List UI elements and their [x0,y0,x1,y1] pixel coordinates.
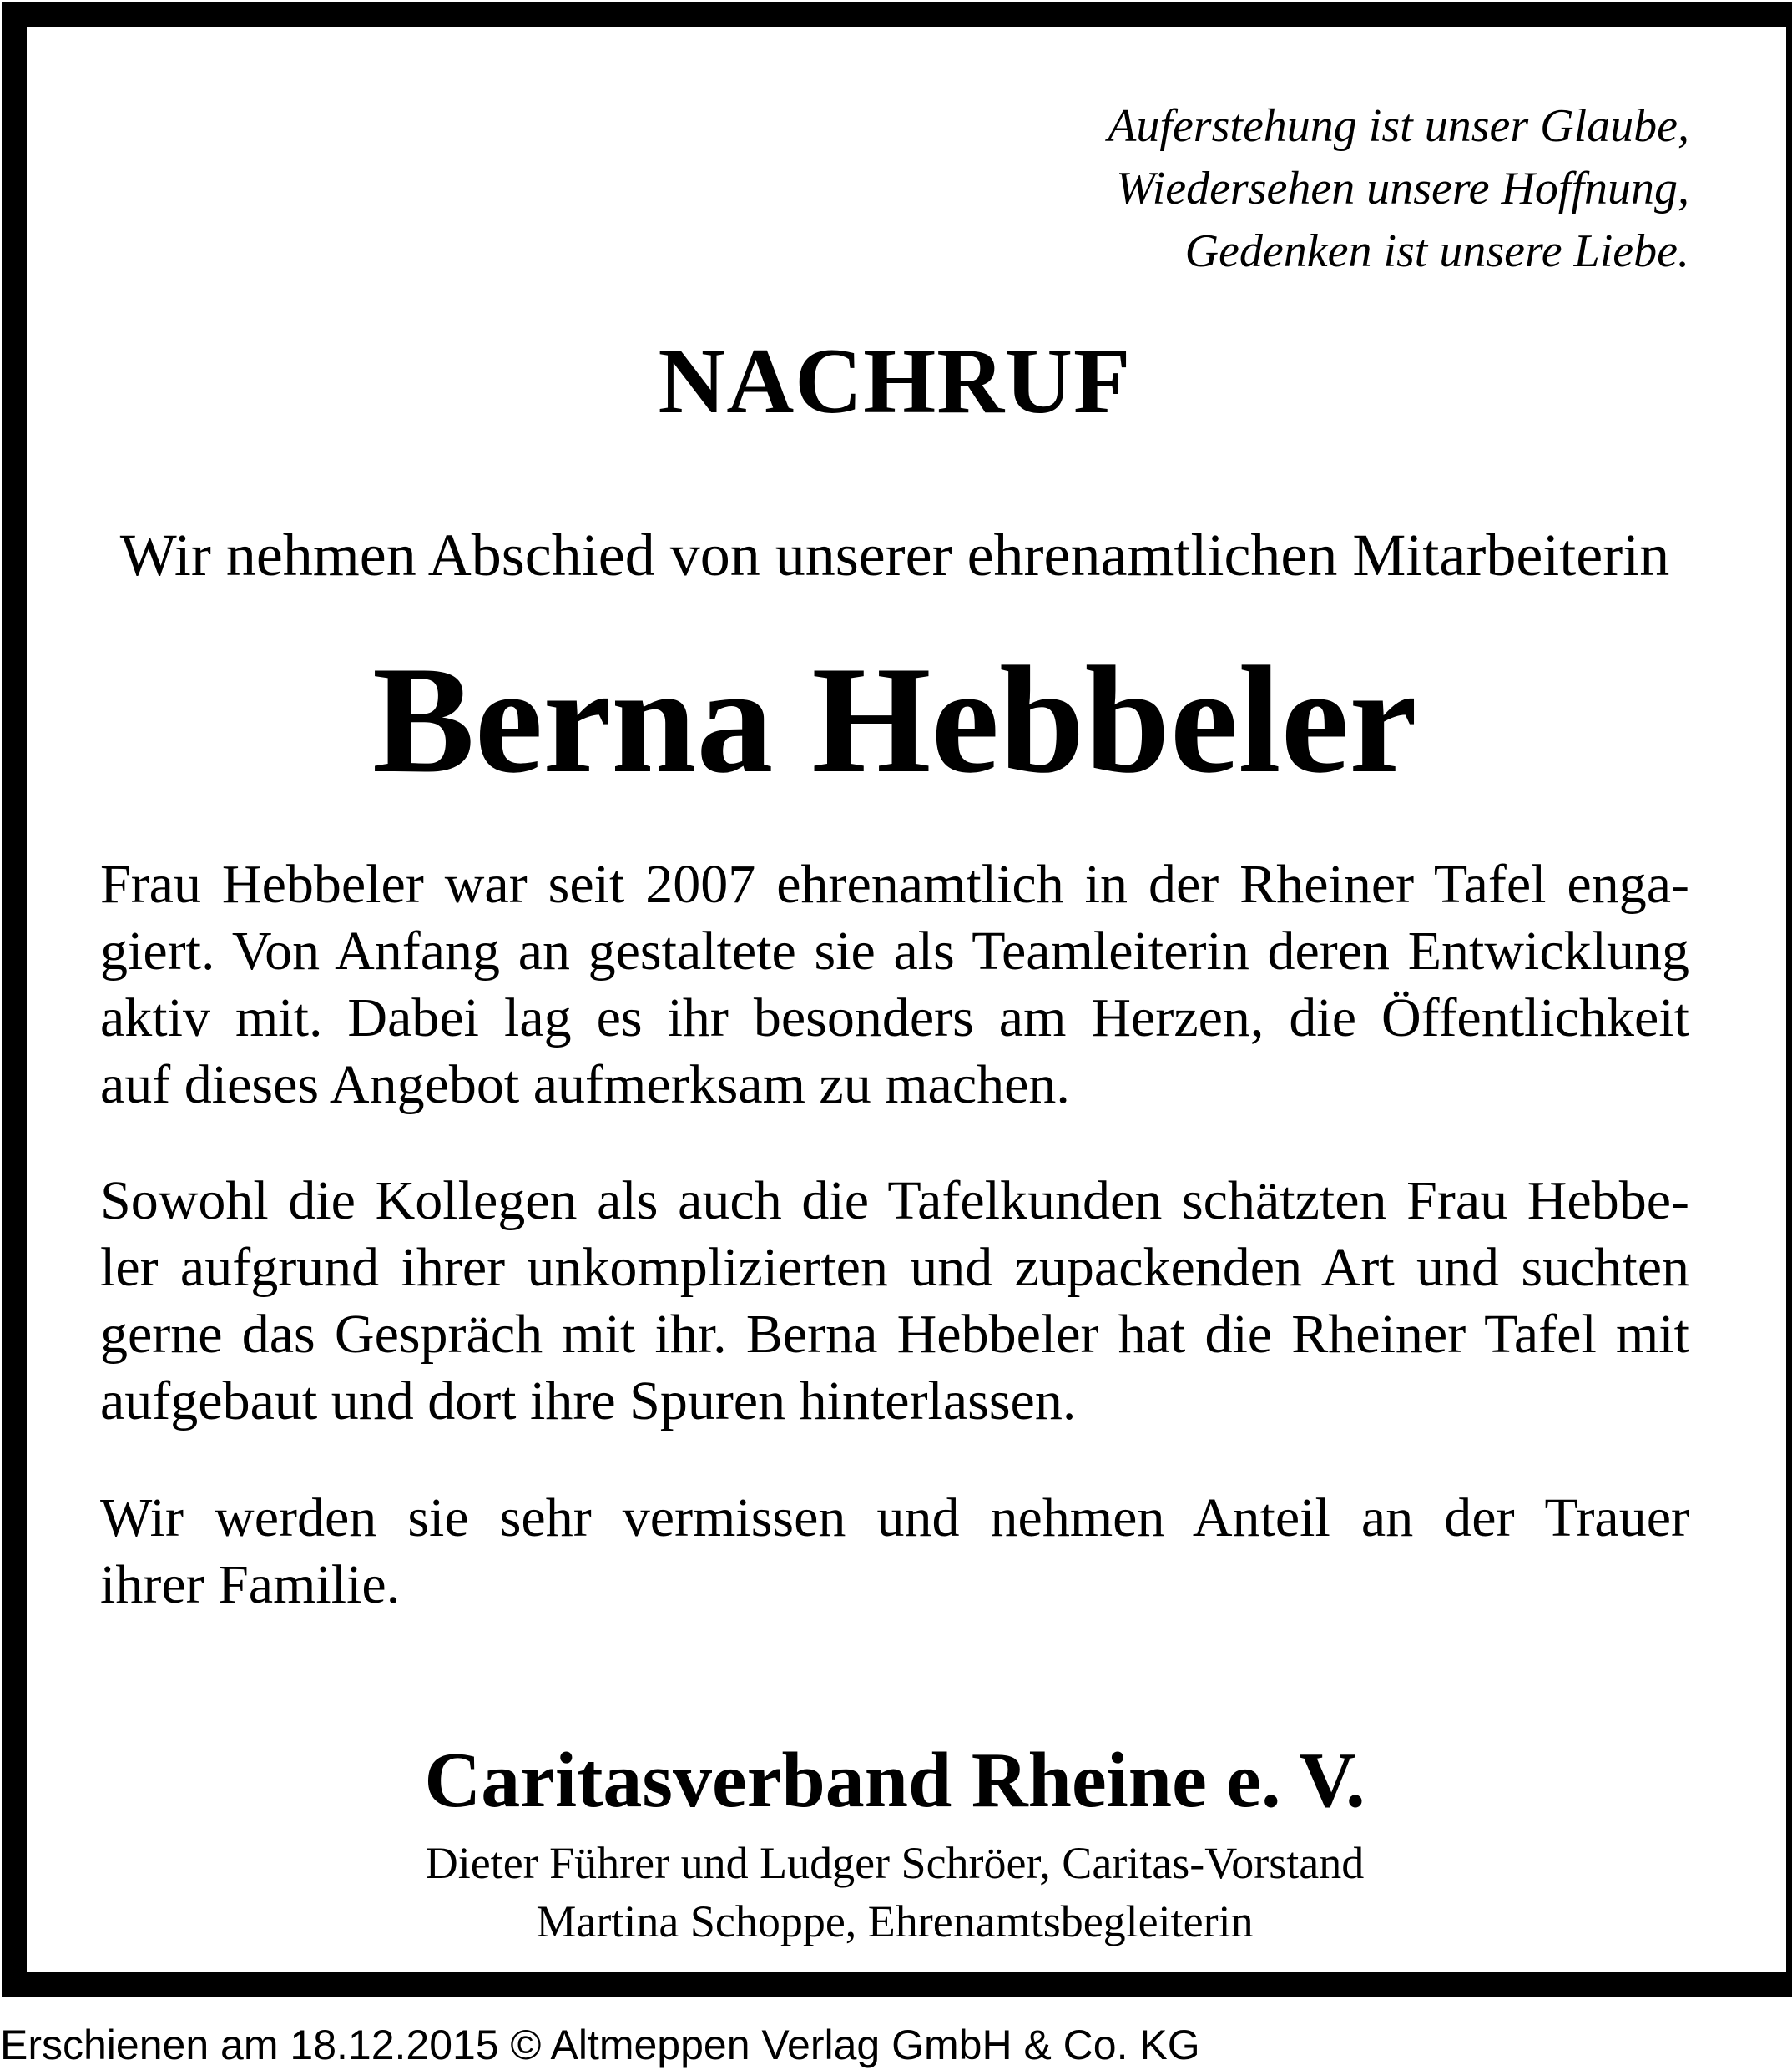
signers-block [100,1834,1689,1951]
paragraph-line: gerne das Gespräch mit ihr. Berna Hebbeler hat die Rheiner Tafel mit [100,1304,1689,1365]
paragraph-line: auf dieses Angebot aufmerksam zu machen. [100,1054,1070,1115]
paragraph-line: aufgebaut und dort ihre Spuren hinterlassen. [100,1371,1077,1431]
paragraph-line: Wir werden sie sehr vermissen und nehmen Anteil an der Trauer [100,1487,1689,1548]
motto-quote [1108,95,1689,283]
publication-footer: Erschienen am 18.12.2015 © Altmeppen Verlag GmbH & Co. KG [0,2022,1200,2068]
signer-line: Martina Schoppe, Ehrenamtsbegleiterin [536,1896,1254,1946]
paragraph-3 [100,1485,1689,1618]
motto-line: Auferstehung ist unser Glaube, [1108,100,1689,152]
organization-name: Caritasverband Rheine e. V. [424,1737,1365,1824]
paragraph-line: aktiv mit. Dabei lag es ihr besonders am Herzen, die Öffentlichkeit [100,987,1689,1048]
page-title: NACHRUF [658,330,1132,433]
obituary-frame [2,2,1792,1997]
obituary-content [100,27,1689,1972]
intro-text: Wir nehmen Abschied von unserer ehrenamtlichen Mitarbeiterin [119,522,1670,588]
paragraph-line: Frau Hebbeler war seit 2007 ehrenamtlich in der Rheiner Tafel enga- [100,854,1689,915]
paragraph-1 [100,851,1689,1118]
paragraph-line: ler aufgrund ihrer unkomplizierten und zupackenden Art und suchten [100,1237,1689,1298]
motto-line: Gedenken ist unsere Liebe. [1184,225,1689,277]
paragraph-line: Sowohl die Kollegen als auch die Tafelkunden schätzten Frau Hebbe- [100,1170,1689,1231]
paragraph-2 [100,1168,1689,1435]
paragraph-line: ihrer Familie. [100,1554,401,1615]
paragraph-line: giert. Von Anfang an gestaltete sie als Teamleiterin deren Entwicklung [100,921,1689,982]
signer-line: Dieter Führer und Ludger Schröer, Caritas-Vorstand [425,1838,1365,1888]
deceased-name: Berna Hebbeler [372,634,1417,805]
motto-line: Wiedersehen unsere Hoffnung, [1116,163,1689,215]
